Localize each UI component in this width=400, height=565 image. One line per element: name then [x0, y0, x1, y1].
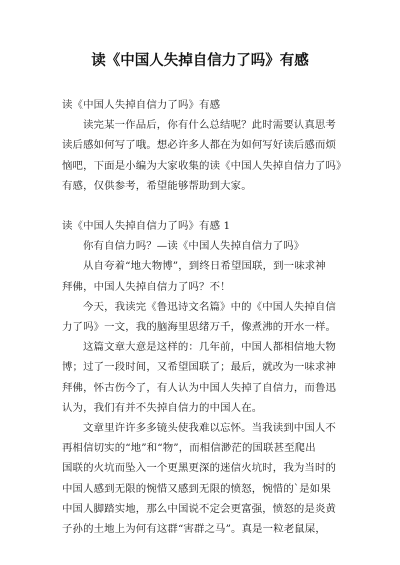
document-title: 读《中国人失掉自信力了吗》有感	[91, 53, 309, 69]
body-line: 中国人脚踏实地，那么中国说不定会更富强，愤怒的是炎黄	[62, 502, 337, 515]
body-line: 拜佛，怀古伤今了，有人认为中国人失掉了自信力，而鲁迅	[62, 381, 337, 394]
intro-line: 有感，仅供参考，希望能够帮助到大家。	[62, 179, 252, 192]
body-line: 这篇文章大意是这样的：几年前，中国人都相信地大物	[83, 341, 336, 354]
body-paragraph-3	[62, 337, 354, 418]
section-spacer	[62, 196, 354, 216]
body-line: 博；过了一段时间，又希望国联了；最后，就改为一味求神	[62, 361, 337, 374]
body-line: 认为，我们有并不失掉自信力的中国人在。	[62, 401, 263, 414]
body-line: 子孙的土地上为何有这群“害群之马”。真是一粒老鼠屎，	[62, 523, 326, 536]
body-paragraph-4	[62, 418, 354, 539]
body-line: 中国人感到无限的惋惜又感到无限的愤怒，惋惜的`是如果	[62, 482, 331, 495]
intro-paragraph	[62, 115, 354, 196]
body-line: 拜佛，中国人失掉自信力了吗？不！	[62, 280, 231, 293]
intro-line: 读完某一作品后，你有什么总结呢？此时需要认真思考	[83, 119, 336, 132]
body-line: 今天，我读完《鲁迅诗文名篇》中的《中国人失掉自信	[83, 300, 336, 313]
document-body	[62, 95, 354, 539]
body-paragraph-2	[62, 297, 354, 337]
body-paragraph-1	[62, 256, 354, 296]
body-line: 文章里许许多多镜头使我难以忘怀。当我读到中国人不	[83, 422, 336, 435]
body-line: 再相信切实的“地”和“物”，而相信渺茫的国联甚至爬出	[62, 442, 316, 455]
body-line: 力了吗》一文，我的脑海里思绪万千，像煮沸的开水一样。	[62, 321, 337, 334]
body-line: 从自夸着“地大物博”，到终日希望国联，到一味求神	[83, 260, 326, 273]
body-line: 国联的火坑而坠入一个更黑更深的迷信火坑时，我为当时的	[62, 462, 337, 475]
intro-line: 恼吧，下面是小编为大家收集的读《中国人失掉自信力了吗》	[62, 159, 347, 172]
essay-subheading: 你有自信力吗？—读《中国人失掉自信力了吗》	[83, 240, 305, 253]
intro-line: 读后感如何写了哦。想必许多人都在为如何写好读后感而烦	[62, 139, 337, 152]
intro-heading: 读《中国人失掉自信力了吗》有感	[62, 99, 221, 111]
section-heading: 读《中国人失掉自信力了吗》有感 1	[62, 220, 231, 233]
